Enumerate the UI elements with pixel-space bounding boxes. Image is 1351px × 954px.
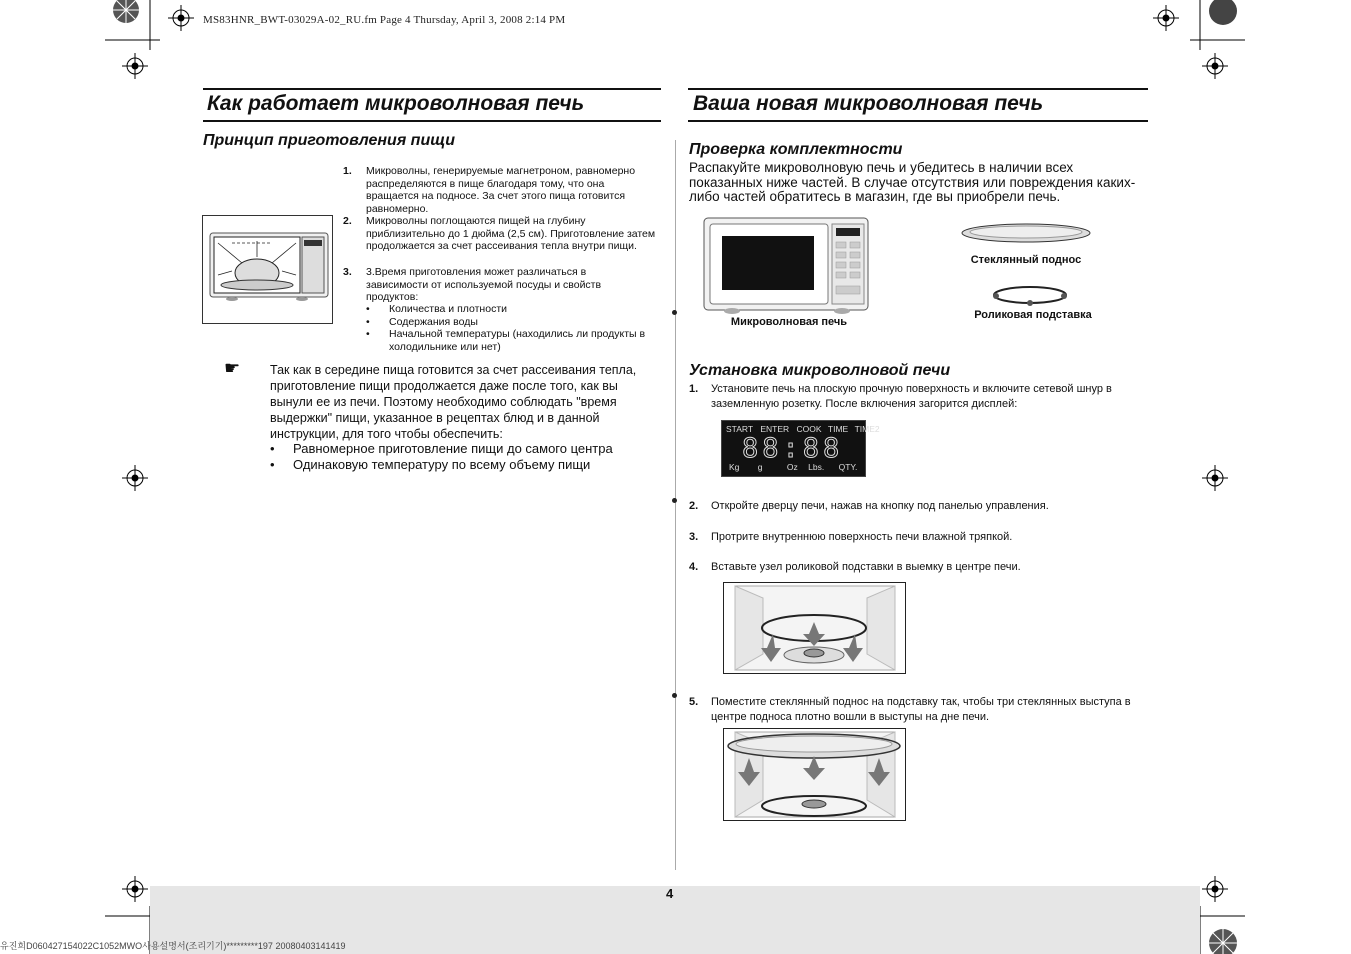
caption-tray: Стеклянный поднос: [970, 254, 1082, 266]
right-title: Ваша новая микроволновая печь: [693, 92, 1044, 115]
bullet-icon: •: [366, 316, 370, 328]
step-number: 4.: [689, 561, 699, 573]
bullet-icon: •: [366, 303, 370, 315]
registration-mark-icon: [168, 5, 194, 31]
column-divider: [675, 140, 676, 870]
page-number: 4: [666, 886, 674, 901]
caption-ring: Роликовая подставка: [974, 309, 1092, 321]
bullet-dot: [672, 310, 677, 315]
registration-mark-icon: [122, 465, 148, 491]
bullet-dot: [672, 498, 677, 503]
step-number: 3.: [689, 531, 699, 543]
display-label-qty: QTY.: [838, 462, 858, 472]
step-text: Откройте дверцу печи, нажав на кнопку под панелью управления.: [711, 500, 1049, 512]
registration-mark-icon: [1202, 53, 1228, 79]
left-title: Как работает микроволновая печь: [207, 92, 585, 115]
display-label-time2: TIME2: [854, 424, 880, 434]
note-text: Так как в середине пища готовится за счет рассеивания тепла, приготовление пищи продолжается даже после того, как вы вынули ее из печи. Поэтому необходимо соблюдать "время выдержки" пищи, указанное в рецептах блюд и в данной инструкции, для того чтобы обеспечить:: [270, 363, 637, 441]
display-label-time: TIME: [827, 424, 849, 434]
star-target-icon: [1208, 928, 1238, 954]
note-bullet: Равномерное приготовление пищи до самого центра: [293, 441, 613, 456]
glass-tray-illustration: [960, 222, 1092, 246]
display-bottom-labels: [729, 462, 857, 472]
note-bullet: Одинаковую температуру по всему объему пищи: [293, 457, 591, 472]
microwave-oven-illustration: [702, 216, 872, 316]
display-digits: 88:88: [742, 433, 844, 464]
step-number: 1.: [689, 383, 699, 395]
display-label-cook: COOK: [796, 424, 822, 434]
step-text: Протрите внутреннюю поверхность печи влажной тряпкой.: [711, 531, 1013, 543]
tray-installation-illustration: [723, 728, 906, 821]
step-number: 2.: [343, 215, 352, 227]
sub-bullet: Количества и плотности: [389, 303, 507, 315]
registration-mark-icon: [122, 876, 148, 902]
step-text: Микроволны поглощаются пищей на глубину приблизительно до 1 дюйма (2,5 см). Приготовление затем продолжается за счет рассеивания тепла внутри пищи.: [366, 215, 656, 253]
step-text: Микроволны, генерируемые магнетроном, равномерно распределяются в пище благодаря тому, что она вращается на подносе. За счет этого пища готовится равномерно.: [366, 165, 636, 215]
title-rule-bottom: [203, 120, 661, 122]
display-panel: [721, 420, 880, 477]
left-subtitle: Принцип приготовления пищи: [203, 132, 455, 149]
step-number: 3.: [343, 266, 352, 278]
step-text: Установите печь на плоскую прочную поверхность и включите сетевой шнур в заземленную розетку. После включения загорится дисплей:: [711, 383, 1112, 410]
title-rule-top: [688, 88, 1148, 90]
display-label-kg: Kg: [729, 462, 740, 472]
roller-installation-illustration: [723, 582, 906, 674]
step-text: 3.Время приготовления может различаться в зависимости от используемой посуды и свойств продуктов:: [366, 266, 602, 304]
registration-mark-icon: [1202, 876, 1228, 902]
step-number: 2.: [689, 500, 699, 512]
roller-ring-illustration: [990, 284, 1070, 308]
display-label-start: START: [726, 424, 753, 434]
star-target-icon: [112, 0, 140, 24]
step-text: Поместите стеклянный поднос на подставку так, чтобы три стеклянных выступа в центре подноса плотно вошли в выступы на дне печи.: [711, 696, 1131, 723]
bullet-dot: [672, 693, 677, 698]
title-rule-bottom: [688, 120, 1148, 122]
display-label-g: g: [757, 462, 763, 472]
pointing-hand-icon: ☛: [224, 358, 241, 379]
footer-code: 유진희D060427154022C1052MWO사용설명서(조리기기)*********197 20080403141419: [0, 941, 346, 951]
microwave-cooking-illustration: [202, 215, 333, 324]
registration-mark-icon: [1153, 5, 1179, 31]
sub-bullet: Начальной температуры (находились ли продукты в холодильнике или нет): [389, 328, 646, 353]
install-title: Установка микроволновой печи: [689, 362, 951, 379]
check-title: Проверка комплектности: [689, 141, 903, 158]
check-text: Распакуйте микроволновую печь и убедитесь в наличии всех показанных ниже частей. В случае отсутствия или повреждения каких-либо частей обратитесь в магазин, где вы приобрели печь.: [689, 160, 1136, 204]
step-number: 1.: [343, 165, 352, 177]
title-rule-top: [203, 88, 661, 90]
step-number: 5.: [689, 696, 699, 708]
display-label-oz: Oz: [786, 462, 798, 472]
step-text: Вставьте узел роликовой подставки в выемку в центре печи.: [711, 561, 1021, 573]
bullet-icon: •: [270, 441, 275, 456]
sub-bullet: Содержания воды: [389, 316, 478, 328]
display-label-enter: ENTER: [760, 424, 790, 434]
file-header: MS83HNR_BWT-03029A-02_RU.fm Page 4 Thursday, April 3, 2008 2:14 PM: [203, 14, 566, 26]
star-target-icon: [1208, 0, 1238, 26]
bullet-icon: •: [270, 457, 275, 472]
caption-oven: Микроволновая печь: [730, 316, 848, 328]
display-label-lbs: Lbs.: [808, 462, 825, 472]
registration-mark-icon: [122, 53, 148, 79]
registration-mark-icon: [1202, 465, 1228, 491]
bullet-icon: •: [366, 328, 370, 340]
